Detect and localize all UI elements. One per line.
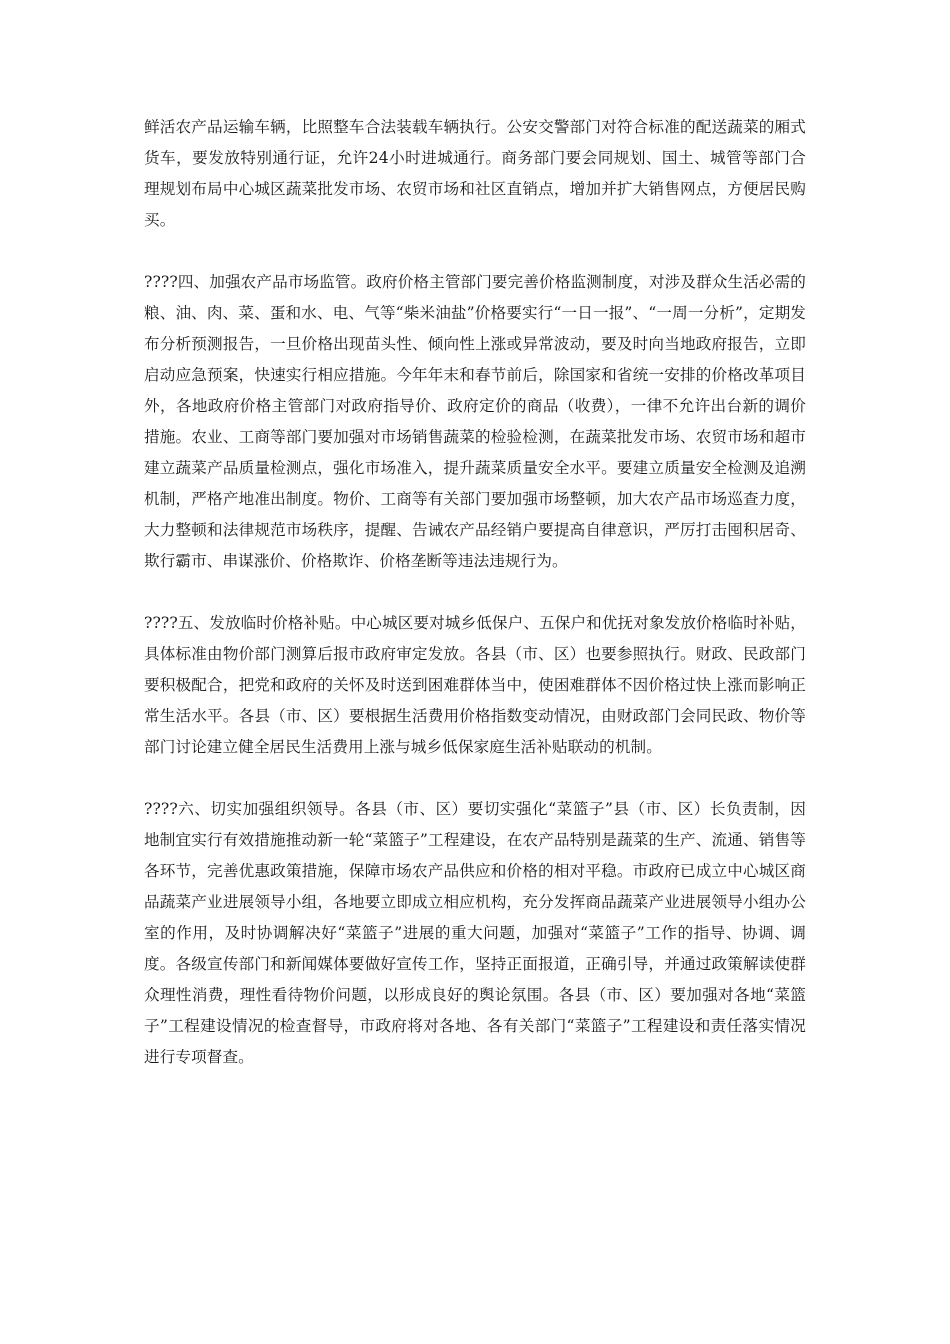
document-body xyxy=(144,112,806,1104)
paragraph-market-supervision: ????四、加强农产品市场监管。政府价格主管部门要完善价格监测制度，对涉及群众生活必需的粮、油、肉、菜、蛋和水、电、气等“柴米油盐”价格要实行“一日一报”、“一周一分析”，定期发布分析预测报告，一旦价格出现苗头性、倾向性上涨或异常波动，要及时向当地政府报告，立即启动应急预案，快速实行相应措施。今年年末和春节前后，除国家和省统一安排的价格改革项目外，各地政府价格主管部门对政府指导价、政府定价的商品（收费），一律不允许出台新的调价措施。农业、工商等部门要加强对市场销售蔬菜的检验检测，在蔬菜批发市场、农贸市场和超市建立蔬菜产品质量检测点，强化市场准入，提升蔬菜质量安全水平。要建立质量安全检测及追溯机制，严格产地准出制度。物价、工商等有关部门要加强市场整顿，加大农产品市场巡查力度，大力整顿和法律规范市场秩序，提醒、告诫农产品经销户要提高自律意识，严厉打击囤积居奇、欺行霸市、串谋涨价、价格欺诈、价格垄断等违法违规行为。 xyxy=(144,273,806,570)
paragraph-price-subsidy: ????五、发放临时价格补贴。中心城区要对城乡低保户、五保户和优抚对象发放价格临时补贴，具体标准由物价部门测算后报市政府审定发放。各县（市、区）也要参照执行。财政、民政部门要积极配合，把党和政府的关怀及时送到困难群体当中，使困难群体不因价格过快上涨而影响正常生活水平。各县（市、区）要根据生活费用价格指数变动情况，由财政部门会同民政、物价等部门讨论建立健全居民生活费用上涨与城乡低保家庭生活补贴联动的机制。 xyxy=(144,614,806,756)
paragraph-organization-leadership: ????六、切实加强组织领导。各县（市、区）要切实强化“菜篮子”县（市、区）长负责制，因地制宜实行有效措施推动新一轮“菜篮子”工程建设，在农产品特别是蔬菜的生产、流通、销售等各环节，完善优惠政策措施，保障市场农产品供应和价格的相对平稳。市政府已成立中心城区商品蔬菜产业进展领导小组，各地要立即成立相应机构，充分发挥商品蔬菜产业进展领导小组办公室的作用，及时协调解决好“菜篮子”进展的重大问题，加强对“菜篮子”工作的指导、协调、调度。各级宣传部门和新闻媒体要做好宣传工作，坚持正面报道，正确引导，并通过政策解读使群众理性消费，理性看待物价问题，以形成良好的舆论氛围。各县（市、区）要加强对各地“菜篮子”工程建设情况的检查督导，市政府将对各地、各有关部门“菜篮子”工程建设和责任落实情况进行专项督查。 xyxy=(144,800,806,1066)
paragraph-transport-vehicles: 鲜活农产品运输车辆，比照整车合法装载车辆执行。公安交警部门对符合标准的配送蔬菜的厢式货车，要发放特别通行证，允许24小时进城通行。商务部门要会同规划、国土、城管等部门合理规划布局中心城区蔬菜批发市场、农贸市场和社区直销点，增加并扩大销售网点，方便居民购买。 xyxy=(144,118,806,229)
